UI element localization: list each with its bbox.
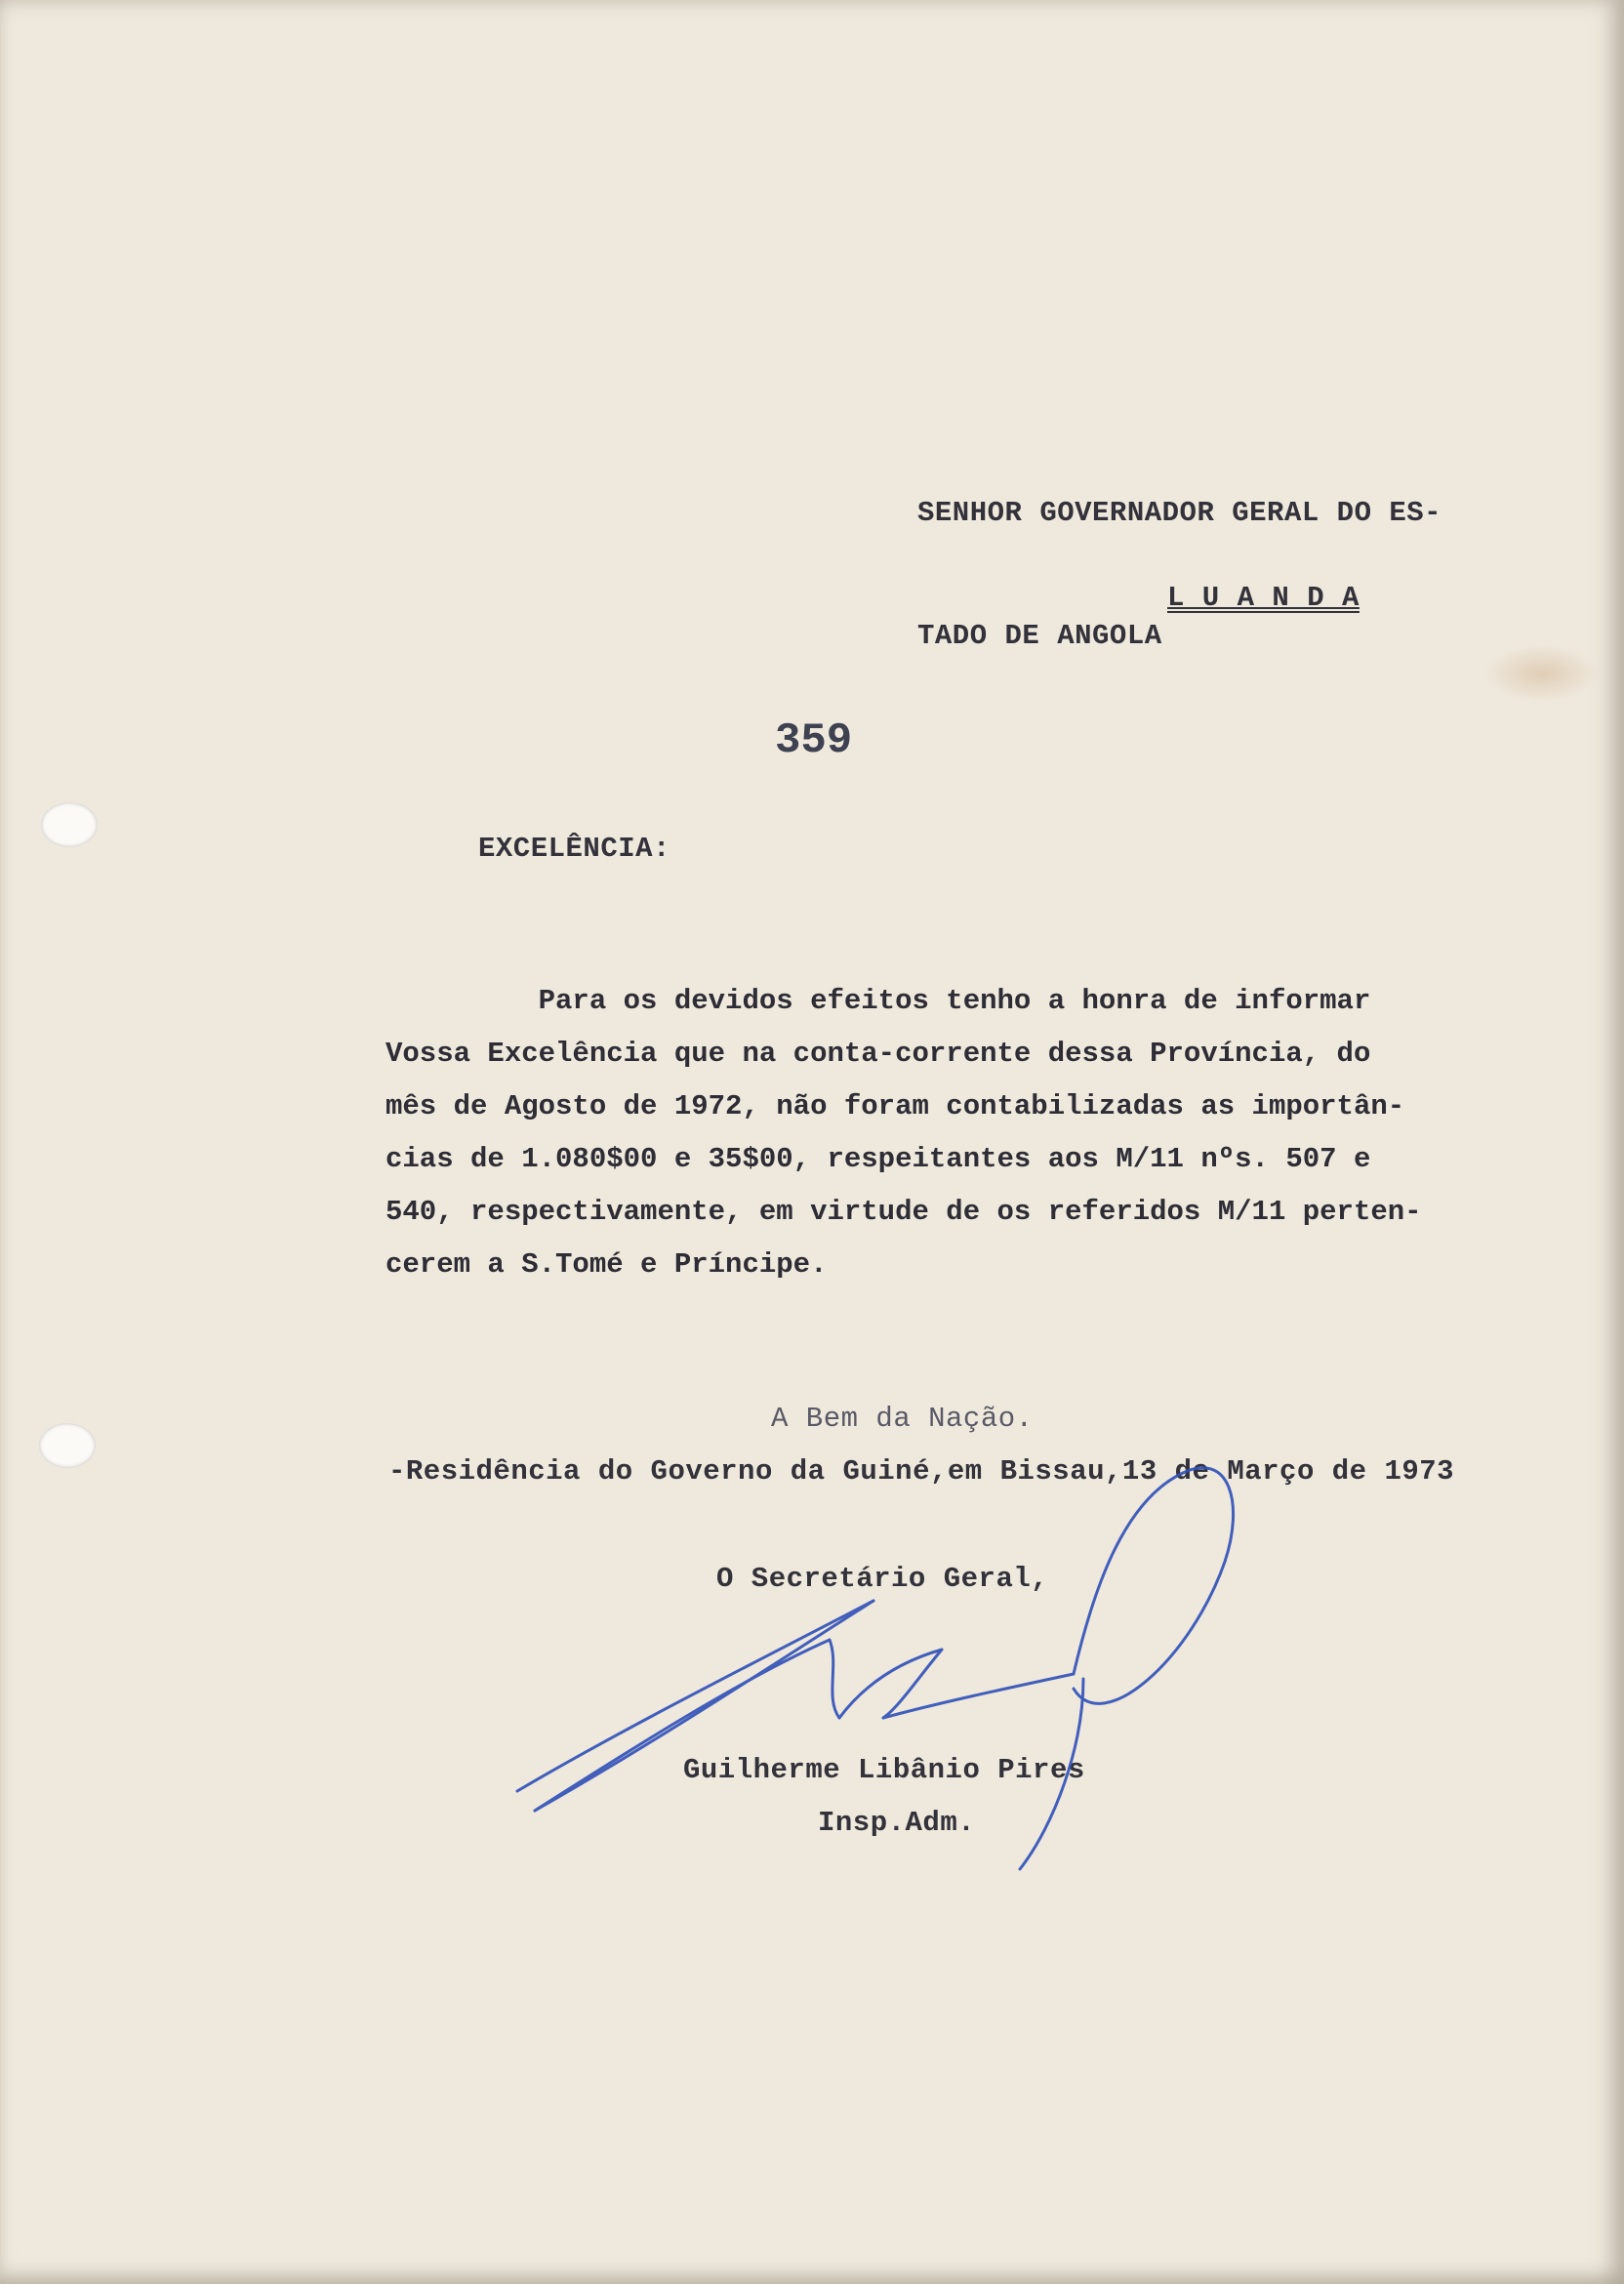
body-line: cias de 1.080$00 e 35$00, respeitantes aos M/11 nºs. 507 e xyxy=(386,1143,1371,1175)
addressee-line-1: SENHOR GOVERNADOR GERAL DO ES- xyxy=(917,497,1442,529)
closing-phrase: A Bem da Nação. xyxy=(771,1403,1034,1435)
punch-hole-bottom xyxy=(39,1423,96,1468)
salutation: EXCELÊNCIA: xyxy=(478,833,670,865)
addressee-line-2: TADO DE ANGOLA xyxy=(917,620,1162,652)
signatory-title: Insp.Adm. xyxy=(818,1807,976,1839)
document-number: 359 xyxy=(775,716,853,765)
body-line: 540, respectivamente, em virtude de os referidos M/11 perten- xyxy=(386,1196,1422,1228)
signatory-role: O Secretário Geral, xyxy=(716,1563,1049,1595)
body-line: mês de Agosto de 1972, não foram contabilizadas as importân- xyxy=(386,1090,1405,1122)
body-line: Para os devidos efeitos tenho a honra de informar xyxy=(386,985,1371,1017)
body-line: cerem a S.Tomé e Príncipe. xyxy=(386,1248,828,1281)
punch-hole-top xyxy=(41,802,98,847)
signatory-name: Guilherme Libânio Pires xyxy=(683,1754,1085,1786)
body-line: Vossa Excelência que na conta-corrente dessa Província, do xyxy=(386,1038,1371,1070)
place-and-date: -Residência do Governo da Guiné,em Bissau,13 de Março de 1973 xyxy=(388,1455,1455,1488)
letter-body xyxy=(386,984,1566,1300)
addressee-city: L U A N D A xyxy=(1167,582,1360,614)
